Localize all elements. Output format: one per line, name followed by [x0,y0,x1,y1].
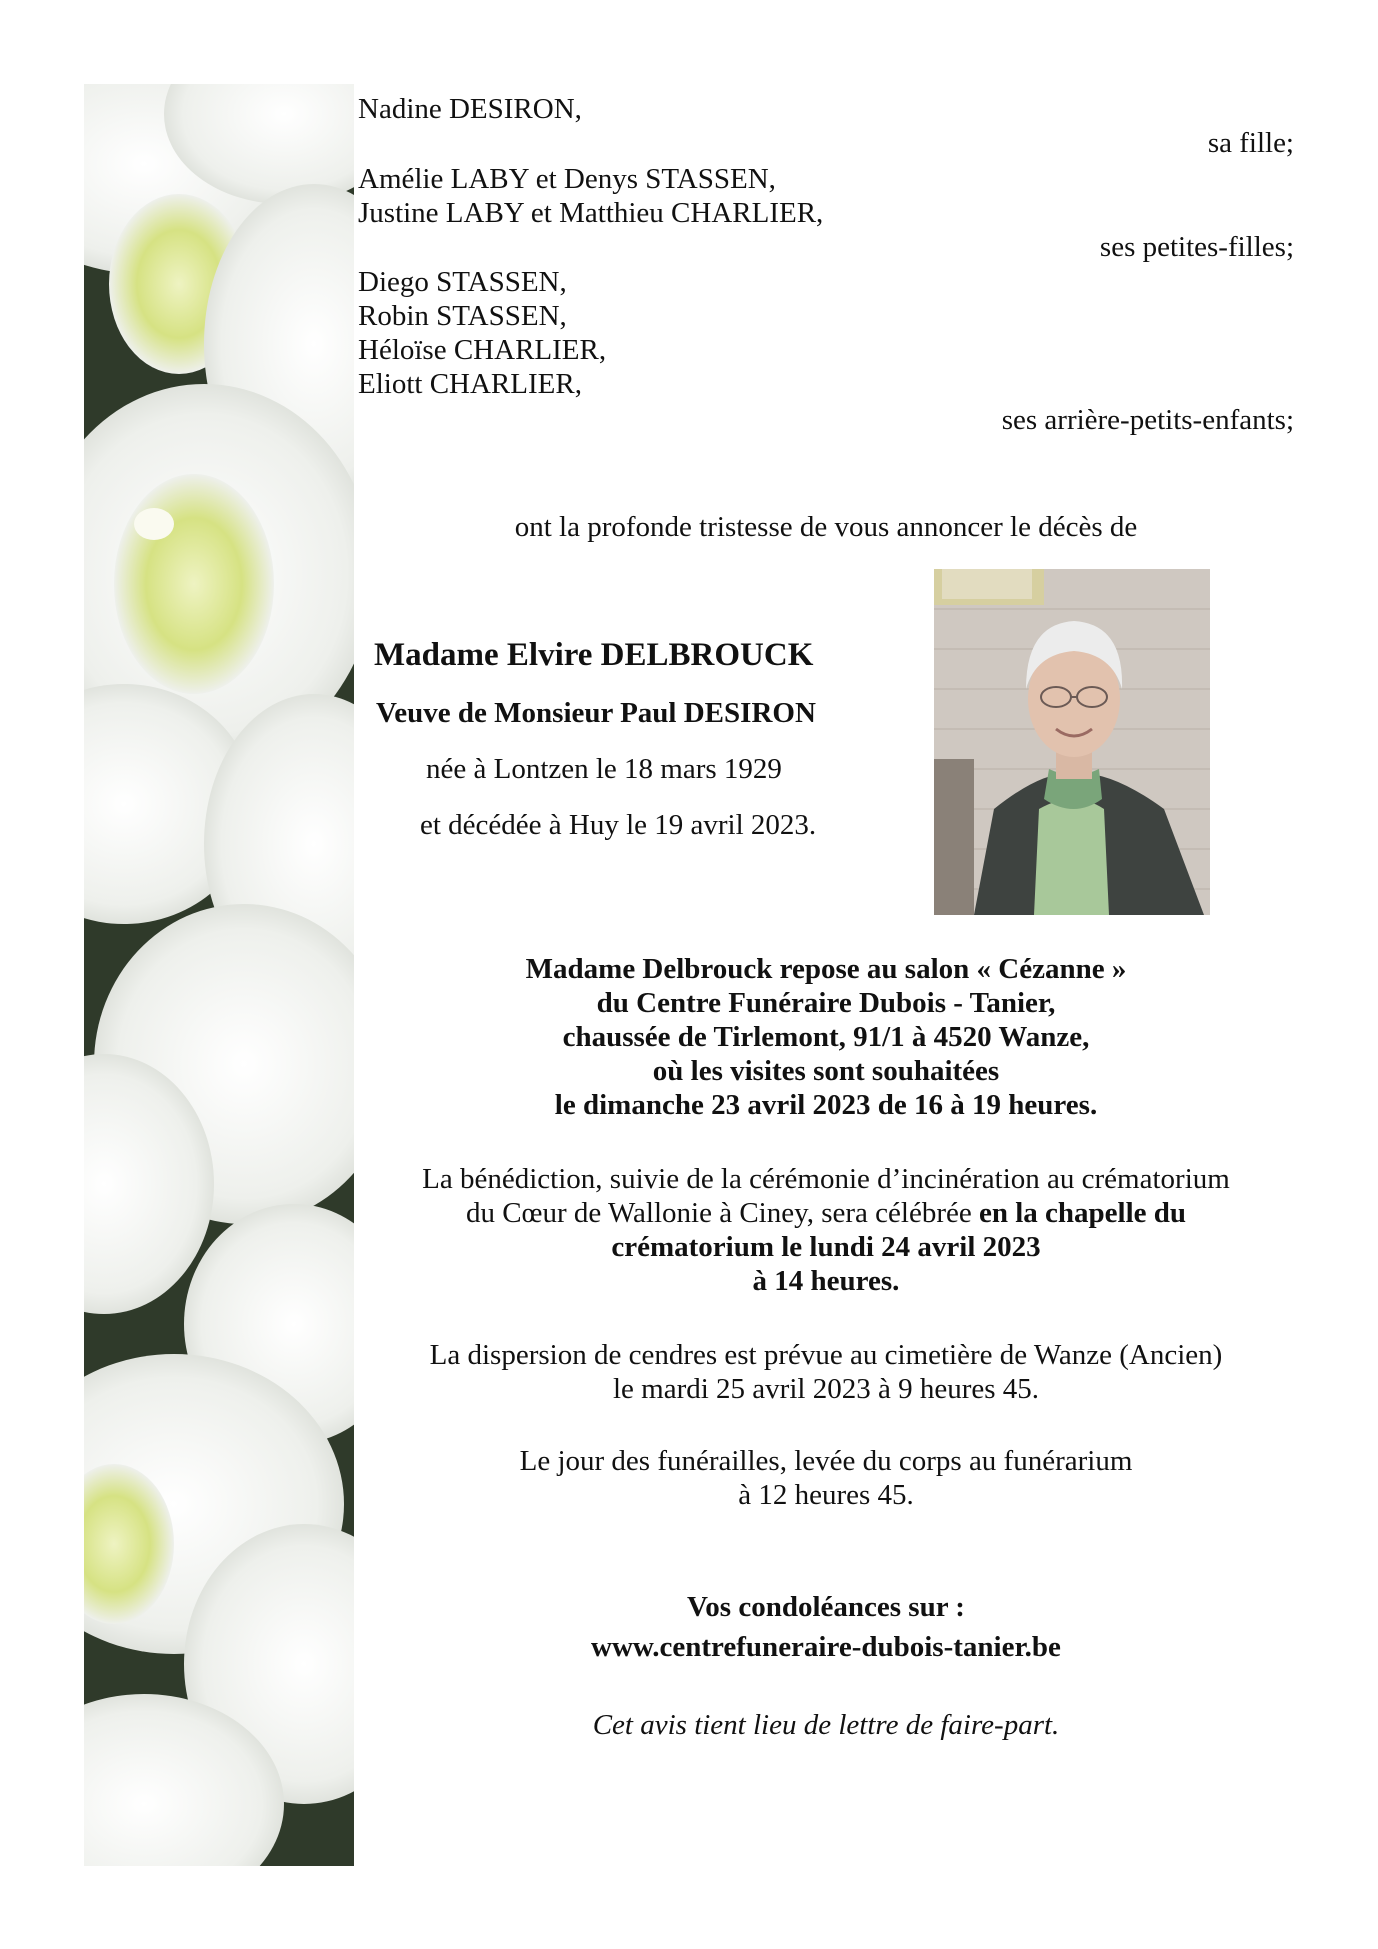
ceremony-line [358,1196,1294,1230]
visitation-line: le dimanche 23 avril 2023 de 16 à 19 heures. [554,1089,1098,1121]
footer-note: Cet avis tient lieu de lettre de faire-part. [592,1709,1060,1741]
condolences-label: Vos condoléances sur : [687,1591,965,1623]
ceremony-line: La bénédiction, suivie de la cérémonie d’incinération au crématorium [422,1163,1230,1195]
family-name-line: Héloïse CHARLIER, [358,334,607,366]
portrait-photo [934,569,1210,915]
ceremony-line-normal: du Cœur de Wallonie à Ciney, sera célébrée [465,1197,979,1229]
deceased-name: Madame Elvire DELBROUCK [374,637,814,673]
ceremony-line: à 14 heures. [752,1265,900,1297]
deceased-widow-of: Veuve de Monsieur Paul DESIRON [376,697,816,729]
family-name-line: Eliott CHARLIER, [358,368,582,400]
orchid-flower-strip [84,84,354,1866]
condolences-website-link[interactable]: www.centrefuneraire-dubois-tanier.be [591,1631,1061,1663]
portrait-image [934,569,1210,915]
funeral-day-line: Le jour des funérailles, levée du corps au funérarium [519,1445,1133,1477]
family-name-line: Robin STASSEN, [358,300,567,332]
dispersion-line: le mardi 25 avril 2023 à 9 heures 45. [612,1373,1040,1405]
family-name-line: Justine LABY et Matthieu CHARLIER, [358,197,824,229]
family-name-line: Amélie LABY et Denys STASSEN, [358,163,776,195]
death-announcement: ont la profonde tristesse de vous annoncer le décès de [514,511,1138,543]
deceased-birth: née à Lontzen le 18 mars 1929 [426,753,782,785]
ceremony-line-bold: en la chapelle du [978,1197,1187,1229]
family-relation-daughter: sa fille; [1207,127,1294,159]
family-name-line: Nadine DESIRON, [358,93,582,125]
visitation-line: du Centre Funéraire Dubois - Tanier, [596,987,1056,1019]
visitation-line: Madame Delbrouck repose au salon « Cézanne » [525,953,1127,985]
funeral-day-line: à 12 heures 45. [738,1479,914,1511]
family-relation-great-grandchildren: ses arrière-petits-enfants; [1001,404,1294,436]
visitation-line: où les visites sont souhaitées [652,1055,1000,1087]
ceremony-line: crématorium le lundi 24 avril 2023 [611,1231,1041,1263]
family-relation-granddaughters: ses petites-filles; [1099,231,1294,263]
visitation-line: chaussée de Tirlemont, 91/1 à 4520 Wanze, [562,1021,1090,1053]
deceased-death: et décédée à Huy le 19 avril 2023. [420,809,817,841]
family-name-line: Diego STASSEN, [358,266,567,298]
dispersion-line: La dispersion de cendres est prévue au cimetière de Wanze (Ancien) [429,1339,1223,1371]
orchid-flowers-image [84,84,354,1866]
